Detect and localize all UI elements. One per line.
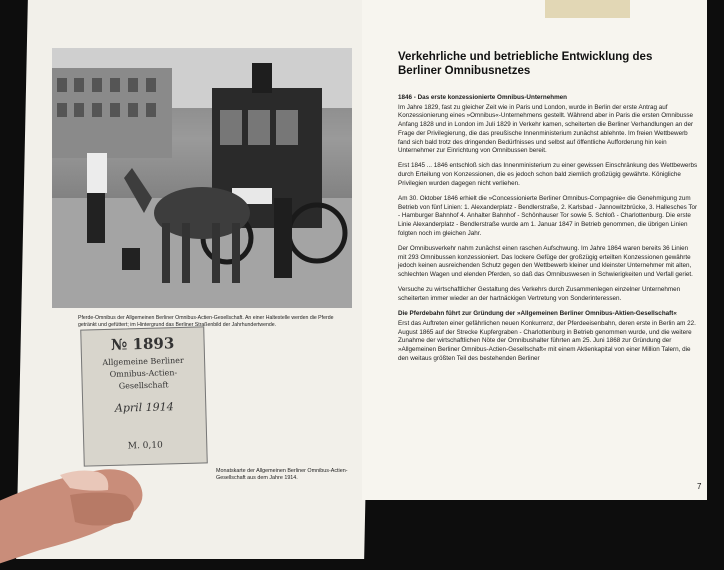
- ticket-date: April 1914: [114, 400, 174, 415]
- article-title: Verkehrliche und betriebliche Entwicklung des Berliner Omnibusnetzes: [398, 51, 653, 77]
- thumb-image: [0, 440, 170, 570]
- photo-caption: Pferde-Omnibus der Allgemeinen Berliner Omnibus-Actien-Gesellschaft. An einer Haltestelle werden die Pferde getränkt und gefüttert; im Hintergrund das Berliner Straßenbild der Jahrhundertwende.: [78, 315, 334, 328]
- ticket-line2: Omnibus-Actien-: [109, 368, 178, 379]
- paragraph-1: Im Jahre 1829, fast zu gleicher Zeit wie in Paris und London, wurde in Berlin der erste Antrag auf Konzessionierung eines »Omnibus«-Unternehmens gestellt. Während aber in Paris die ersten Omnibusse Anfang 1828 und in London im Juli 1829 in Verkehr kamen, scheiterten die Berliner Verhandlungen an der Frage der Privilegierung, die das preußische Innenministerium zunächst ablehnte. Im freien Wettbewerb fand sich bald trotz des dringenden Bedürfnisses und selbst auf öffentliche Aufforderung hin kein Unternehmer zur Einrichtung von Omnibussen bereit.: [398, 103, 694, 155]
- section-heading-1846: 1846 - Das erste konzessionierte Omnibus-Unternehmen: [398, 94, 568, 101]
- page-number: 7: [697, 482, 702, 491]
- ticket-bottom: M. 0,10: [127, 440, 163, 452]
- section-heading-pferdebahn: Die Pferdebahn führt zur Gründung der »Allgemeinen Berliner Omnibus-Aktien-Gesellschaft«: [398, 310, 677, 318]
- paragraph-5: Versuche zu wirtschaftlicher Gestaltung des Verkehrs durch Zusammenlegen einzelner Unternehmen scheiterten immer wieder an der hartnäckigen Vertretung von Sonderinteressen.: [398, 286, 681, 303]
- article-body: [398, 94, 698, 370]
- paragraph-6: Erst das Auftreten einer gefährlichen neuen Konkurrenz, der Pferdeeisenbahn, deren erste in Berlin am 22. August 1865 auf der Strecke Kupfergraben - Charlottenburg in Betrieb genommen wurde, und die weitere Zunahme der wirtschaftlichen Nöte der Omnibushalter führten am 25. Juni 1868 zur Gründung der »Allgemeinen Berliner Omnibus-Actien-Gesellschaft« mit einem Aktienkapital von einer Million Talern, die den weitaus größten Teil des bestehenden Berliner: [398, 319, 696, 362]
- ticket-line1: Allgemeine Berliner: [102, 355, 184, 368]
- ticket-number: № 1893: [110, 334, 175, 354]
- ticket-line3: Gesellschaft: [118, 380, 169, 391]
- horse-omnibus-photo: [52, 48, 352, 308]
- paper-stain: [545, 0, 630, 18]
- paragraph-3: Am 30. Oktober 1846 erhielt die »Concessionierte Berliner Omnibus-Compagnie« die Genehmigung zum Betrieb von fünf Linien: 1. Alexanderplatz - Bendlerstraße, 2. Karlsbad - Jannowitzbrücke, 3. Hallesches Tor - Hamburger Bahnhof 4. Anhalter Bahnhof - Schönhauser Tor sowie 5. Schloß - Charlottenburg. Die erste Linie Alexanderplatz - Bendlerstraße wurde am 1. Januar 1847 in Betrieb genommen, die übrigen Linien folgten noch im gleichen Jahr.: [398, 195, 698, 237]
- ticket-caption: Monatskarte der Allgemeinen Berliner Omnibus-Actien-Gesellschaft aus dem Jahre 1914.: [216, 468, 348, 481]
- paragraph-2: Erst 1845 ... 1846 entschloß sich das Innenministerium zu einer gewissen Einschränkung des Wettbewerbs durch Erteilung von Konzessionen, die es jedoch schon bald ziemlich großzügig gewährte. Königliche Privilegien wurden dagegen nicht verliehen.: [398, 162, 698, 187]
- paragraph-4: Der Omnibusverkehr nahm zunächst einen raschen Aufschwung. Im Jahre 1864 waren bereits 36 Linien mit 293 Omnibussen konzessioniert. Das lockere Gefüge der großzügig erteilten Konzessionen gewährte jedoch keinen ausreichenden Schutz gegen den Wettbewerb kleiner und kleinster Unternehmer mit alten, schlechten Wagen und elenden Pferden, so daß das Omnibuswesen in Schwierigkeiten und Verfall geriet.: [398, 245, 693, 279]
